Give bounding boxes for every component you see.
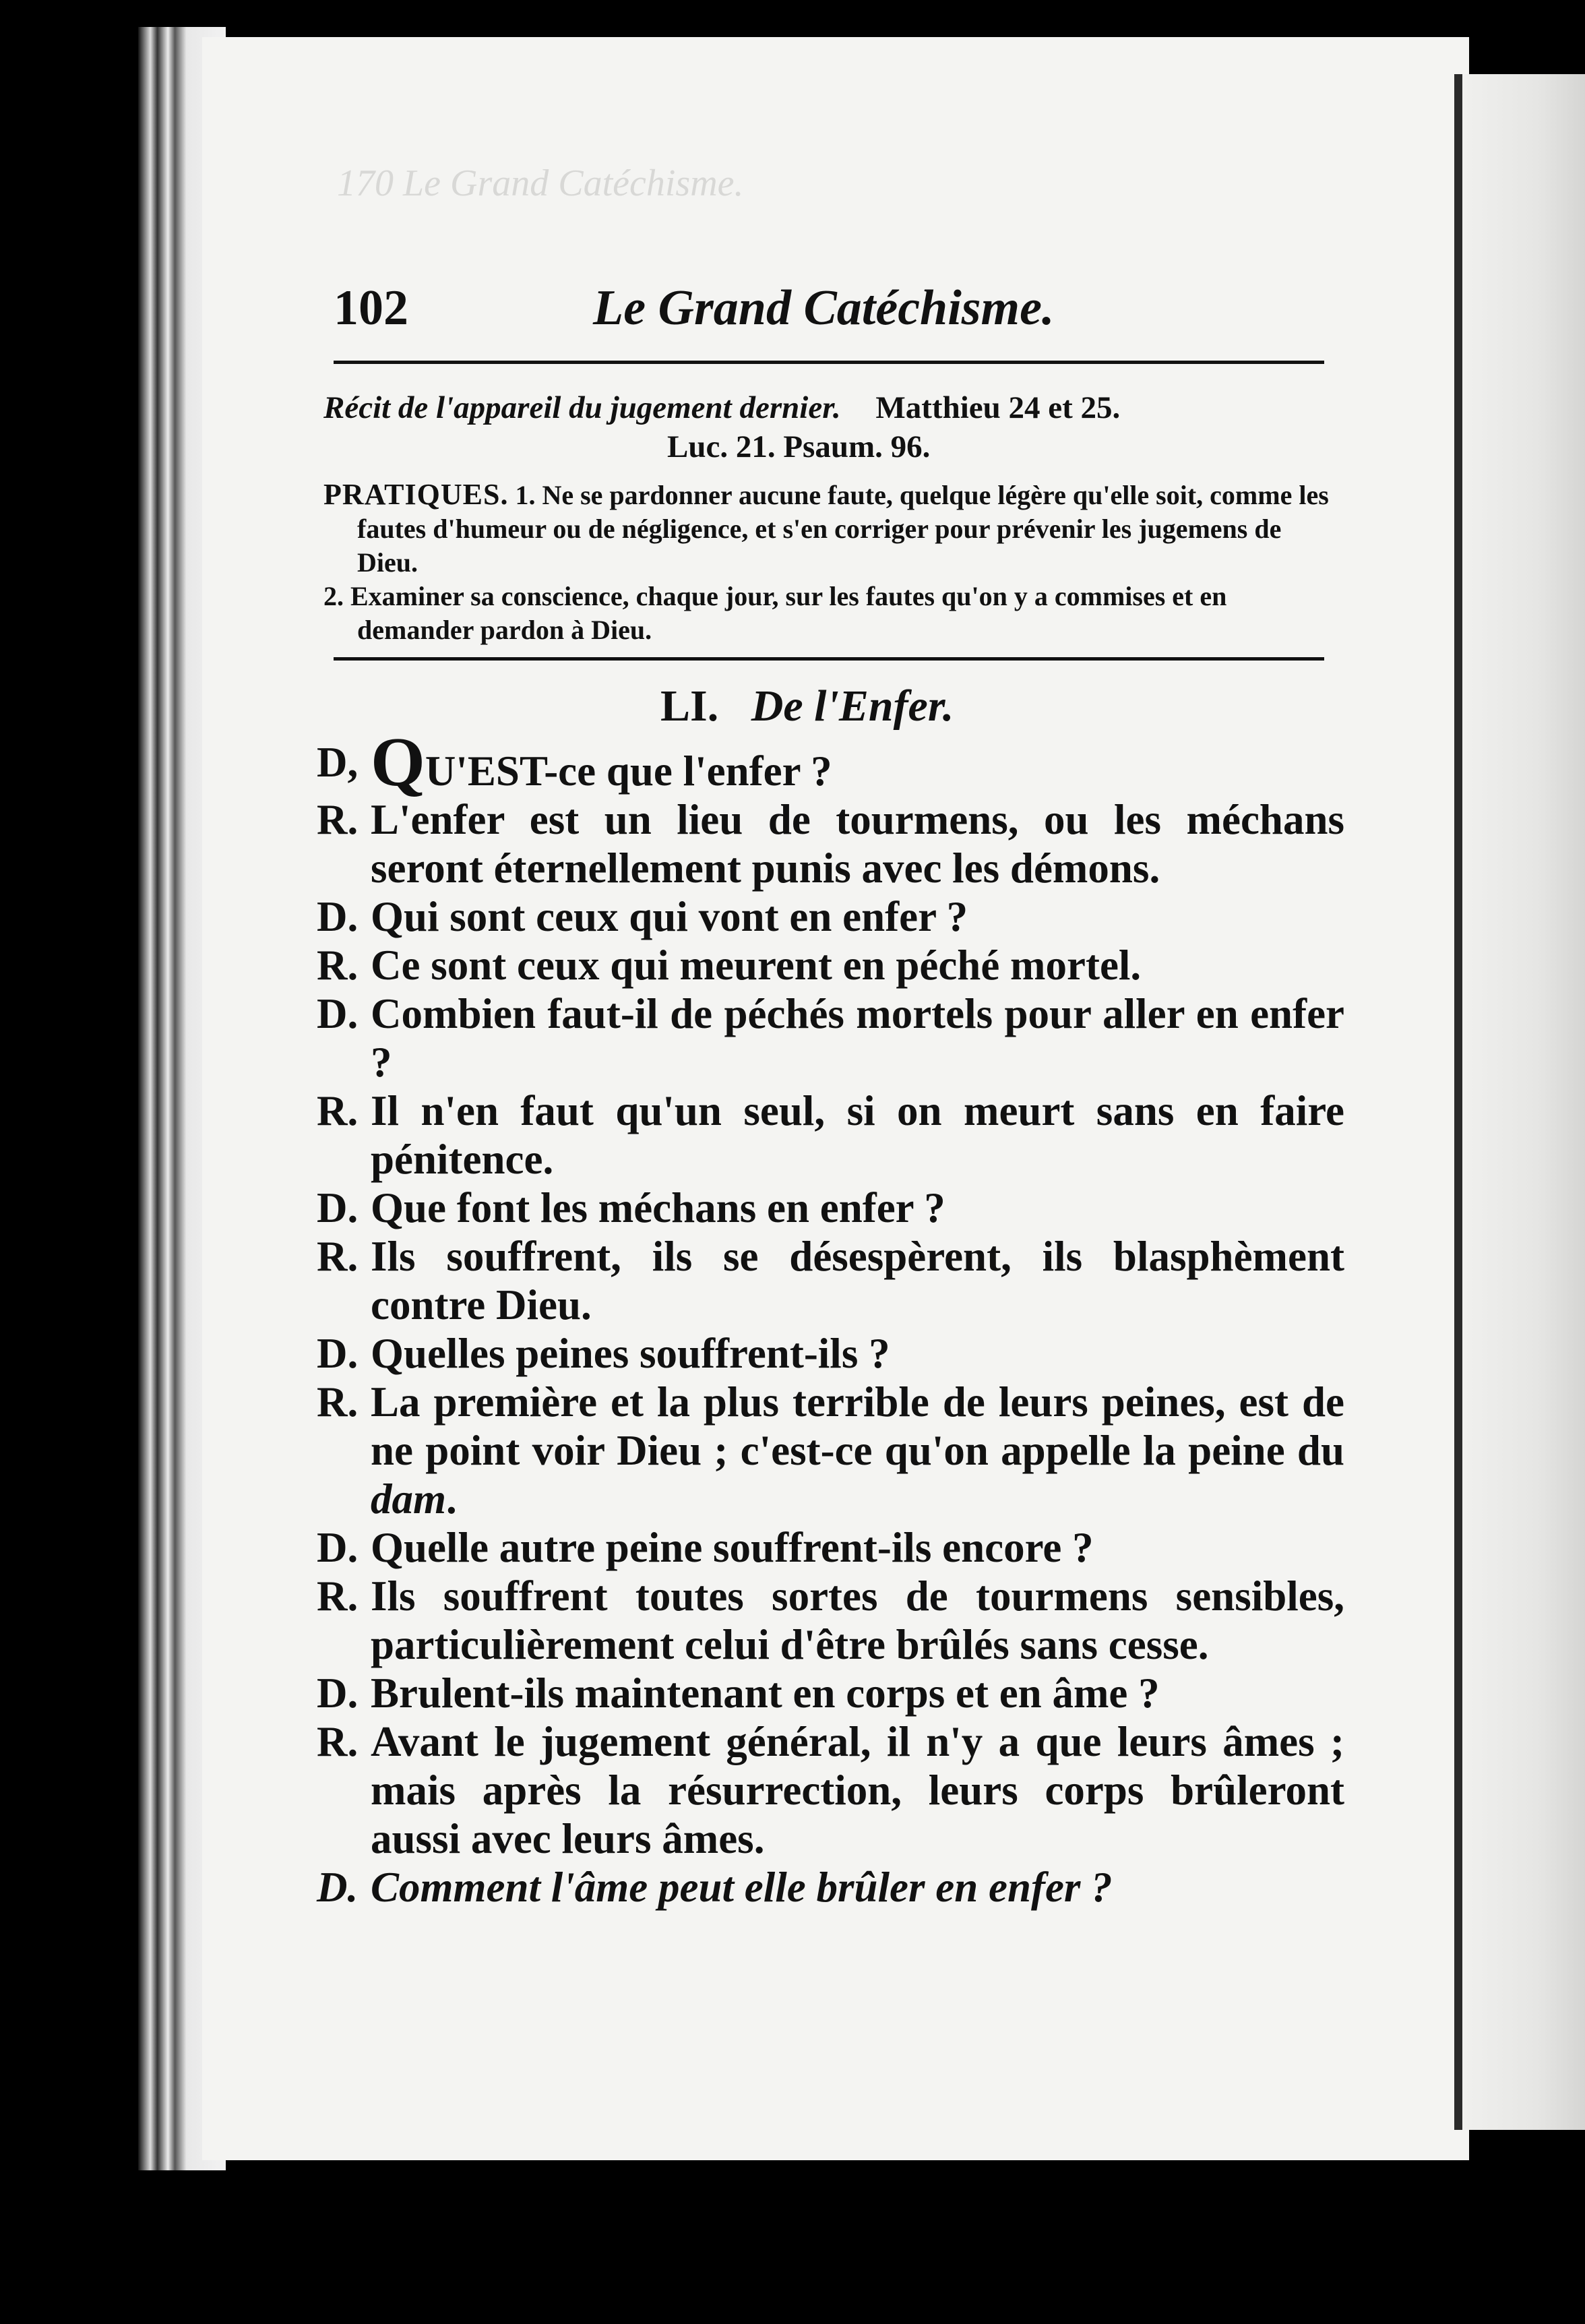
qa-label: D.	[317, 1330, 359, 1377]
qa-entry	[317, 1669, 1344, 1717]
qa-text: Quelle autre peine souffrent-ils encore ?	[371, 1524, 1094, 1571]
qa-entry	[317, 1717, 1344, 1863]
qa-label: R.	[317, 1572, 359, 1620]
qa-text-before: La première et la plus terrible de leurs peines, est de ne point voir Dieu ; c'est-ce qu'on appelle la peine du	[371, 1378, 1344, 1474]
qa-entry	[317, 1863, 1344, 1912]
recit-title: Récit de l'appareil du jugement dernier.	[323, 390, 841, 425]
catechism-qa	[317, 723, 1344, 1912]
page-number: 102	[334, 280, 408, 336]
qa-entry	[317, 1329, 1344, 1378]
chapter-title: De l'Enfer.	[751, 681, 954, 731]
qa-entry	[317, 941, 1344, 989]
qa-entry	[317, 1378, 1344, 1523]
pratique-1-text: 1. Ne se pardonner aucune faute, quelque légère qu'elle soit, comme les fautes d'humeur ou de négligence, et s'en corriger pour prévenir les jugemens de Dieu.	[357, 480, 1329, 578]
pratique-2-text: 2. Examiner sa conscience, chaque jour, sur les fautes qu'on y a commises et en demander pardon à Dieu.	[323, 581, 1227, 645]
qa-label: D.	[317, 990, 359, 1037]
section-rule	[334, 657, 1324, 661]
qa-label: D.	[317, 1524, 359, 1571]
recit-reference-2: Luc. 21. Psaum. 96.	[667, 429, 931, 464]
qa-text: Il n'en faut qu'un seul, si on meurt sans en faire pénitence.	[371, 1087, 1344, 1183]
qa-label: R.	[317, 1233, 359, 1280]
qa-entry	[317, 1087, 1344, 1184]
qa-label: D.	[317, 1864, 359, 1911]
qa-text: Comment l'âme peut elle brûler en enfer ?	[371, 1864, 1113, 1911]
qa-label: D.	[317, 1670, 359, 1717]
qa-text: Qui sont ceux qui vont en enfer ?	[371, 893, 968, 940]
qa-text-rest: U'EST-ce que l'enfer ?	[425, 747, 832, 795]
qa-entry	[317, 795, 1344, 892]
qa-label: R.	[317, 796, 359, 843]
qa-text: Quelles peines souffrent-ils ?	[371, 1330, 890, 1377]
page-header	[334, 273, 1331, 347]
qa-entry	[317, 989, 1344, 1087]
qa-text: Ils souffrent, ils se désespèrent, ils blasphèment contre Dieu.	[371, 1233, 1344, 1328]
qa-text	[371, 1378, 1344, 1523]
header-rule	[334, 361, 1324, 364]
drop-cap: Q	[371, 723, 425, 801]
pratiques-label: PRATIQUES.	[323, 478, 509, 511]
qa-text: Combien faut-il de péchés mortels pour aller en enfer ?	[371, 990, 1344, 1086]
qa-label: R.	[317, 1087, 359, 1134]
right-page-edge	[1462, 74, 1585, 2130]
qa-text: L'enfer est un lieu de tourmens, ou les méchans seront éternellement punis avec les démons.	[371, 796, 1344, 892]
qa-label: R.	[317, 942, 359, 989]
qa-text: Brulent-ils maintenant en corps et en âme ?	[371, 1670, 1160, 1717]
recit-line	[323, 388, 1334, 428]
qa-entry	[317, 1572, 1344, 1669]
qa-entry	[317, 1184, 1344, 1232]
qa-text	[371, 723, 1344, 801]
qa-text: Que font les méchans en enfer ?	[371, 1184, 945, 1231]
pratique-1	[323, 478, 1334, 580]
chapter-intro	[323, 388, 1334, 647]
qa-text-after: .	[446, 1475, 457, 1523]
qa-text: Ce sont ceux qui meurent en péché mortel.	[371, 942, 1142, 989]
qa-text: Ils souffrent toutes sortes de tourmens sensibles, particulièrement celui d'être brûlés sans cesse.	[371, 1572, 1344, 1668]
qa-entry	[317, 1523, 1344, 1572]
qa-entry	[317, 892, 1344, 941]
chapter-heading	[660, 681, 954, 732]
qa-text: Avant le jugement général, il n'y a que leurs âmes ; mais après la résurrection, leurs corps brûleront aussi avec leurs âmes.	[371, 1718, 1344, 1862]
qa-label: D.	[317, 893, 359, 940]
recit-reference: Matthieu 24 et 25.	[875, 390, 1121, 425]
qa-entry	[317, 723, 1344, 801]
qa-text-italic: dam	[371, 1475, 447, 1523]
qa-label: R.	[317, 1378, 359, 1426]
qa-label: D.	[317, 1184, 359, 1231]
pratiques-block	[323, 478, 1334, 647]
qa-label: R.	[317, 1718, 359, 1765]
show-through-text: 170 Le Grand Catéchisme.	[337, 162, 744, 204]
qa-label: D,	[317, 739, 359, 786]
chapter-number: LI.	[660, 681, 719, 731]
qa-entry	[317, 1232, 1344, 1329]
running-title: Le Grand Catéchisme.	[593, 280, 1055, 336]
pratique-2	[323, 580, 1334, 647]
